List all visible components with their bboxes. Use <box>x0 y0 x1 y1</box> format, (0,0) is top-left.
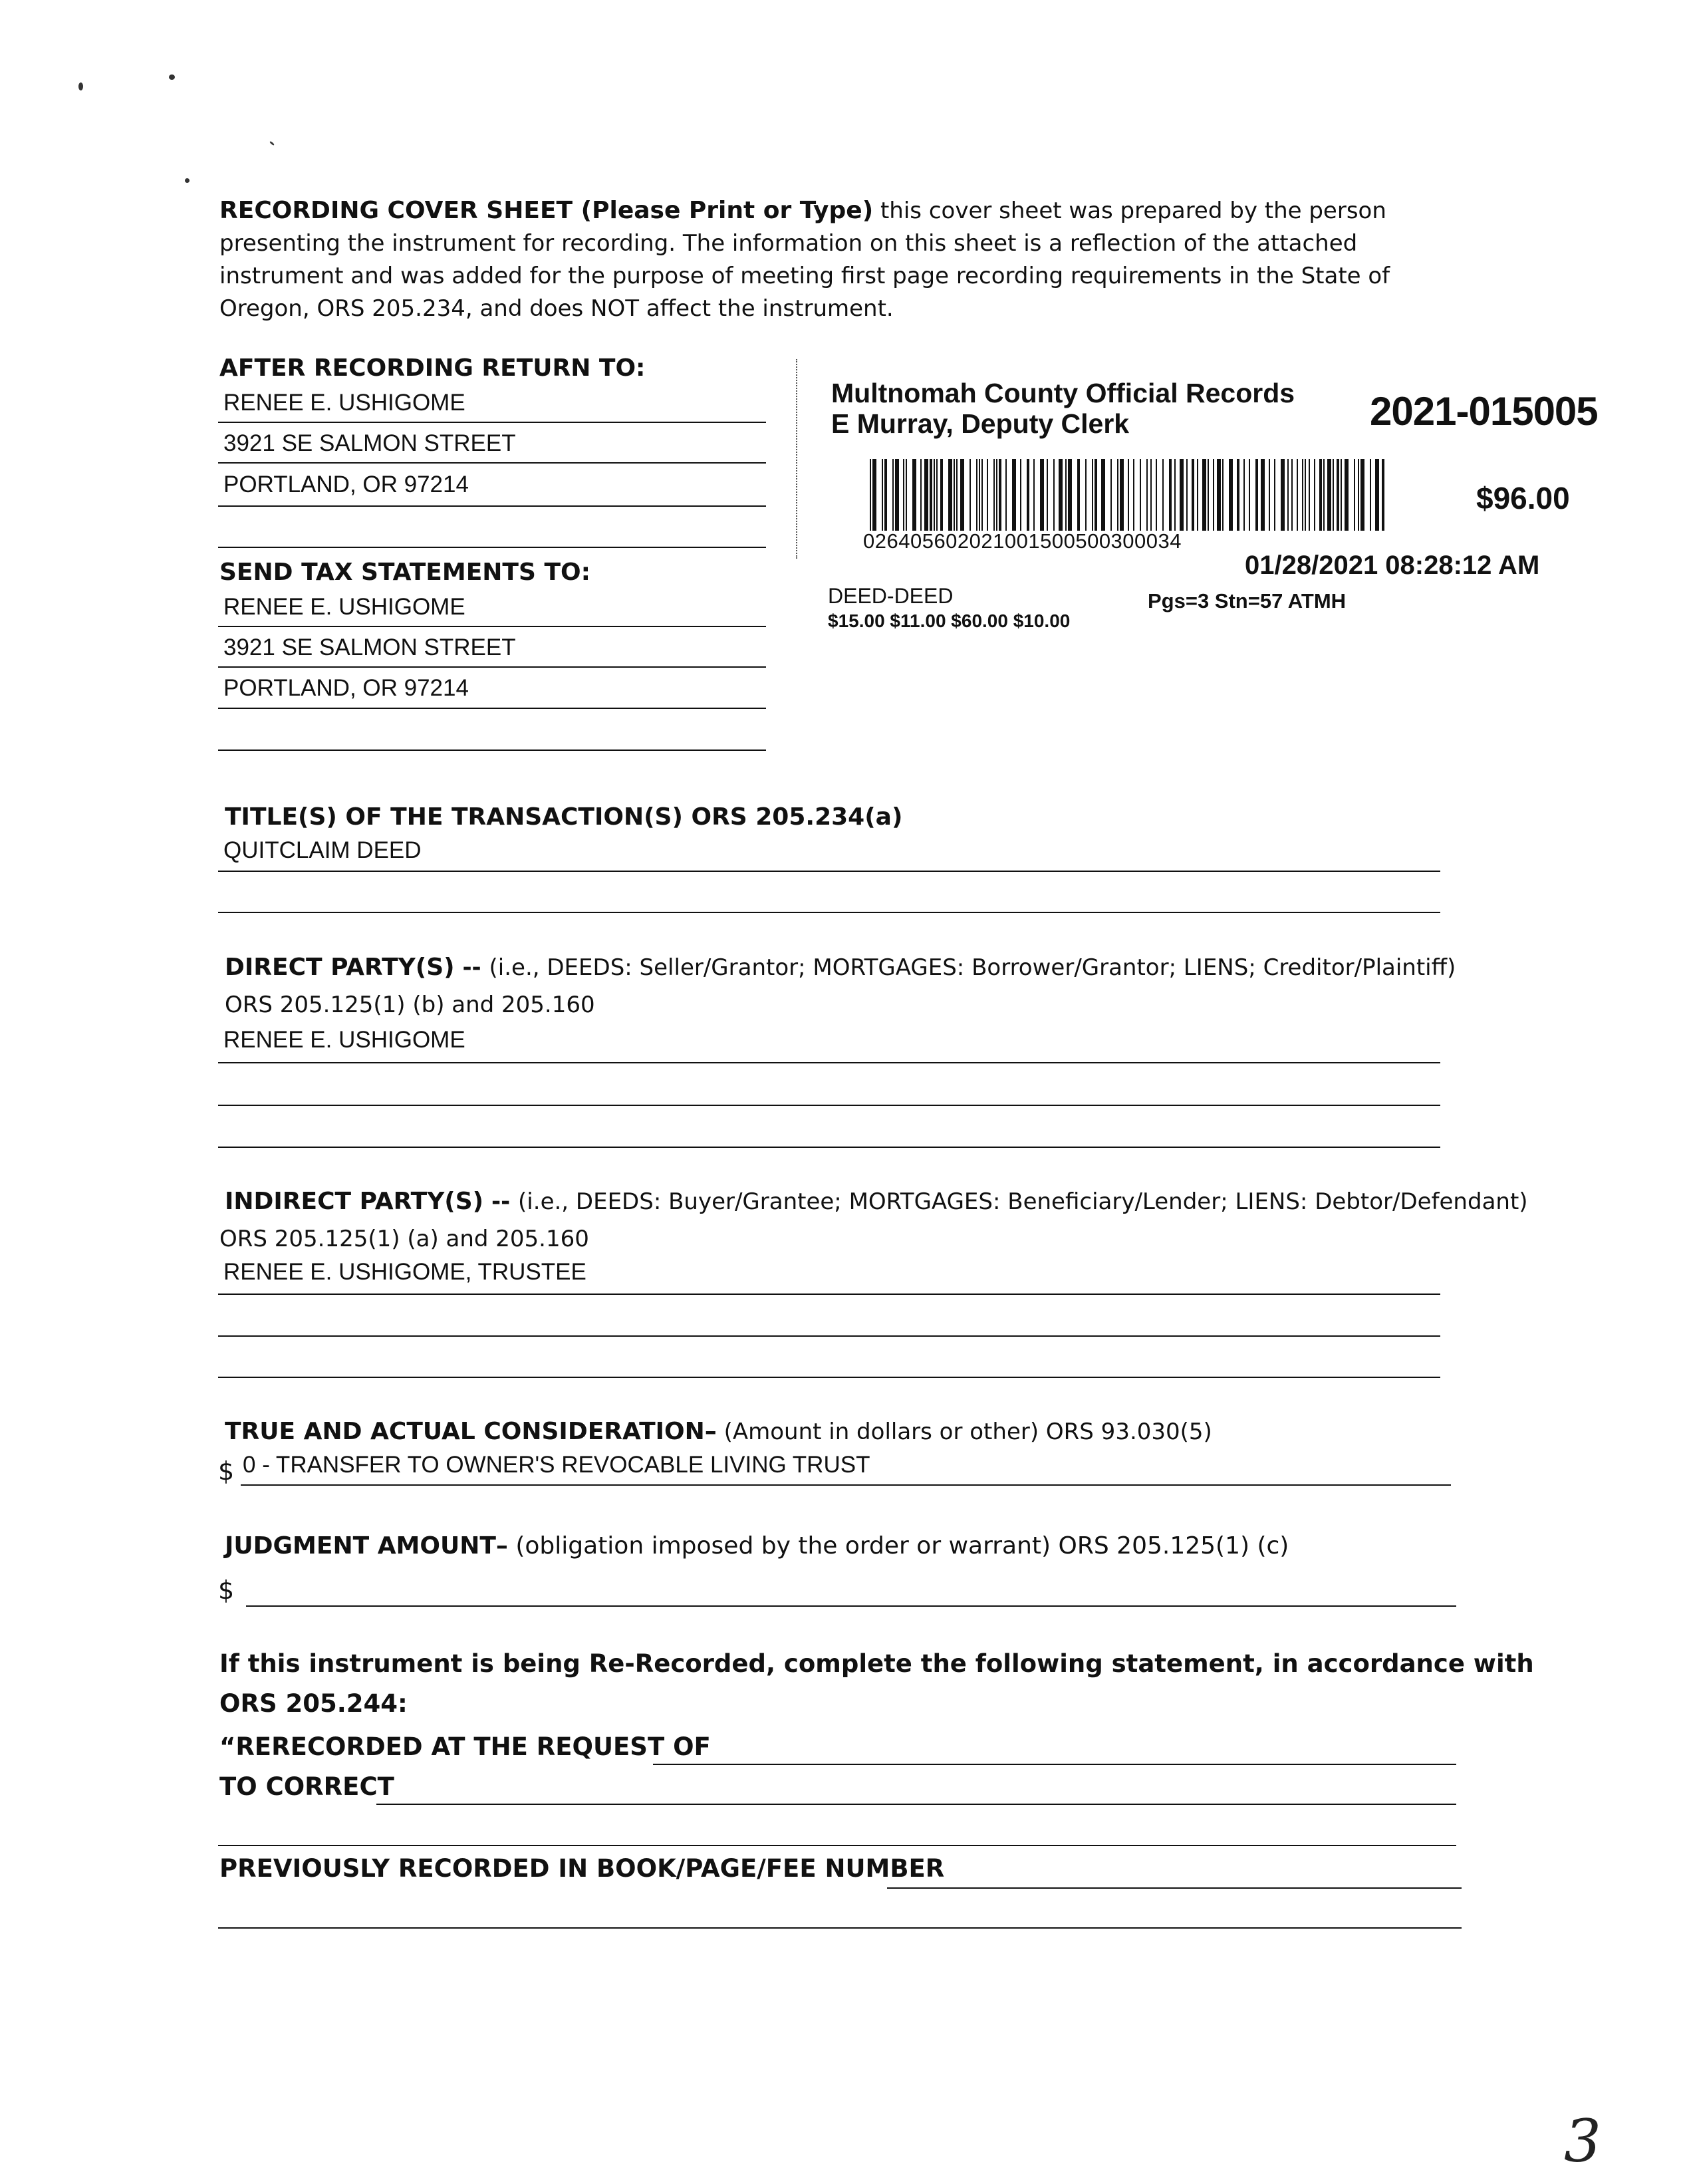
barcode-bar <box>903 459 904 531</box>
barcode-bar <box>1146 459 1148 531</box>
barcode-bar <box>930 459 932 531</box>
consideration-label: TRUE AND ACTUAL CONSIDERATION– <box>225 1418 717 1445</box>
barcode-bar <box>970 459 971 531</box>
barcode-bar <box>1314 459 1315 531</box>
barcode-bar <box>1341 459 1342 531</box>
barcode-bar <box>924 459 928 531</box>
barcode-bar <box>1333 459 1334 531</box>
barcode-bar <box>872 459 876 531</box>
fee-total: $96.00 <box>1476 481 1570 515</box>
barcode-bar <box>1065 459 1067 531</box>
barcode-bar <box>981 459 983 531</box>
barcode-bar <box>1101 459 1105 531</box>
barcode-bar <box>1302 459 1303 531</box>
consideration-currency: $ <box>218 1456 235 1486</box>
barcode-bar <box>987 459 988 531</box>
barcode-bar <box>1053 459 1055 531</box>
barcode-bar <box>1229 459 1233 531</box>
barcode-bar <box>1027 459 1029 531</box>
barcode-bar <box>956 459 958 531</box>
judgment-currency: $ <box>218 1575 235 1605</box>
direct-party-heading <box>225 951 1456 984</box>
barcode-bar <box>1382 459 1384 531</box>
deputy-clerk: E Murray, Deputy Clerk <box>831 408 1130 439</box>
barcode-bar <box>1192 459 1194 531</box>
barcode-bar <box>1291 459 1293 531</box>
return-to-line-1: RENEE E. USHIGOME <box>223 390 465 416</box>
barcode-bar <box>934 459 935 531</box>
barcode-bar <box>960 459 964 531</box>
barcode-bar <box>993 459 995 531</box>
indirect-party-label: INDIRECT PARTY(S) <box>225 1188 484 1215</box>
direct-party-value: RENEE E. USHIGOME <box>223 1027 465 1053</box>
previously-recorded-label: PREVIOUSLY RECORDED IN BOOK/PAGE/FEE NUMBER <box>219 1854 945 1883</box>
barcode-bar <box>1370 459 1371 531</box>
tax-to-label: SEND TAX STATEMENTS TO: <box>219 559 590 586</box>
indirect-party-desc: (i.e., DEEDS: Buyer/Grantee; MORTGAGES: Beneficiary/Lender; LIENS: Debtor/Defendant) <box>518 1188 1528 1215</box>
barcode-bar <box>892 459 894 531</box>
intro-text: this cover sheet was prepared by the person presenting the instrument for recording. The information on this sheet is a reflection of the attached instrument and was added for the purpose of meeting first page recording requirements in the State of Oregon, ORS 205.234, and does NOT affect the instrument. <box>219 198 1390 322</box>
barcode-bar <box>1059 459 1063 531</box>
barcode-bar <box>1309 459 1310 531</box>
barcode-number: 026405602021001500500300034 <box>863 529 1182 553</box>
barcode-bar <box>1269 459 1270 531</box>
indirect-separator: -- <box>483 1188 519 1215</box>
barcode-bar <box>912 459 916 531</box>
barcode-bar <box>1095 459 1097 531</box>
direct-party-desc: (i.e., DEEDS: Seller/Grantor; MORTGAGES: Borrower/Grantor; LIENS; Creditor/Plaintiff) <box>489 954 1456 981</box>
barcode-bar <box>1323 459 1325 531</box>
barcode-bar <box>1020 459 1021 531</box>
titles-label: TITLE(S) OF THE TRANSACTION(S) ORS 205.234(a) <box>225 803 903 831</box>
record-datetime: 01/28/2021 08:28:12 AM <box>1245 551 1540 580</box>
cover-sheet-heading: RECORDING COVER SHEET (Please Print or Type) <box>219 197 874 224</box>
barcode-bar <box>936 459 938 531</box>
tax-to-line-1: RENEE E. USHIGOME <box>223 594 465 620</box>
rerecord-line-2: ORS 205.244: <box>219 1689 408 1718</box>
scan-speck <box>269 141 275 146</box>
consideration-value: 0 - TRANSFER TO OWNER'S REVOCABLE LIVING TRUST <box>243 1452 870 1478</box>
barcode-bar <box>979 459 980 531</box>
barcode-bar <box>1120 459 1124 531</box>
rerecord-line-1: If this instrument is being Re-Recorded, complete the following statement, in accordance with <box>219 1649 1534 1678</box>
direct-separator: -- <box>454 954 489 981</box>
barcode-bar <box>1110 459 1112 531</box>
fee-breakdown: $15.00 $11.00 $60.00 $10.00 <box>828 611 1071 631</box>
barcode-bar <box>1287 459 1289 531</box>
barcode-bar <box>1249 459 1250 531</box>
barcode <box>870 459 1388 532</box>
barcode-bar <box>1040 459 1044 531</box>
barcode-bar <box>1255 459 1258 531</box>
barcode-bar <box>1117 459 1118 531</box>
barcode-bar <box>884 459 887 531</box>
barcode-bar <box>1180 459 1184 531</box>
scan-speck <box>169 74 175 80</box>
barcode-bar <box>1327 459 1331 531</box>
barcode-bar <box>1162 459 1164 531</box>
barcode-bar <box>940 459 943 531</box>
barcode-bar <box>1222 459 1224 531</box>
indirect-party-value: RENEE E. USHIGOME, TRUSTEE <box>223 1259 586 1285</box>
return-to-line-2: 3921 SE SALMON STREET <box>223 430 516 456</box>
barcode-bar <box>882 459 883 531</box>
judgment-heading <box>225 1530 1289 1562</box>
rerecord-correct-label: TO CORRECT <box>219 1772 394 1801</box>
barcode-bar <box>1243 459 1245 531</box>
barcode-bar <box>1217 459 1221 531</box>
barcode-bar <box>1128 459 1129 531</box>
barcode-bar <box>1005 459 1007 531</box>
tax-to-line-3: PORTLAND, OR 97214 <box>223 675 469 701</box>
barcode-bar <box>1354 459 1355 531</box>
judgment-desc: (obligation imposed by the order or warrant) ORS 205.125(1) (c) <box>507 1532 1289 1560</box>
barcode-bar <box>1274 459 1275 531</box>
barcode-bar <box>895 459 899 531</box>
judgment-label: JUDGMENT AMOUNT– <box>225 1532 508 1560</box>
consideration-desc: (Amount in dollars or other) ORS 93.030(5) <box>716 1419 1212 1445</box>
barcode-bar <box>1360 459 1364 531</box>
scan-speck <box>78 82 83 90</box>
barcode-bar <box>1150 459 1152 531</box>
intro-paragraph <box>219 194 1476 325</box>
return-to-line-3: PORTLAND, OR 97214 <box>223 472 469 497</box>
barcode-bar <box>1202 459 1206 531</box>
barcode-bar <box>1077 459 1080 531</box>
barcode-bar <box>1133 459 1134 531</box>
indirect-party-heading <box>225 1185 1528 1218</box>
barcode-bar <box>1140 459 1141 531</box>
direct-party-label: DIRECT PARTY(S) <box>225 954 455 981</box>
rerecord-request-label: “RERECORDED AT THE REQUEST OF <box>219 1732 711 1761</box>
barcode-bar <box>1358 459 1359 531</box>
barcode-bar <box>1319 459 1322 531</box>
barcode-bar <box>1375 459 1379 531</box>
barcode-bar <box>1261 459 1265 531</box>
barcode-bar <box>1092 459 1093 531</box>
barcode-bar <box>1068 459 1072 531</box>
tax-to-line-2: 3921 SE SALMON STREET <box>223 634 516 660</box>
barcode-bar <box>920 459 922 531</box>
barcode-bar <box>870 459 871 531</box>
barcode-bar <box>1208 459 1209 531</box>
barcode-bar <box>1297 459 1298 531</box>
barcode-bar <box>1337 459 1339 531</box>
barcode-bar <box>1174 459 1176 531</box>
barcode-bar <box>1186 459 1188 531</box>
barcode-bar <box>996 459 997 531</box>
barcode-bar <box>954 459 955 531</box>
barcode-bar <box>976 459 977 531</box>
barcode-bar <box>1169 459 1172 531</box>
page-mark: 3 <box>1564 2107 1601 2175</box>
barcode-bar <box>1033 459 1035 531</box>
titles-value: QUITCLAIM DEED <box>223 837 422 863</box>
barcode-bar <box>1305 459 1306 531</box>
barcode-bar <box>1156 459 1157 531</box>
barcode-bar <box>1085 459 1087 531</box>
consideration-heading <box>225 1415 1212 1448</box>
barcode-bar <box>948 459 952 531</box>
scan-speck <box>185 178 190 183</box>
pages-station: Pgs=3 Stn=57 ATMH <box>1148 589 1347 613</box>
barcode-bar <box>1213 459 1214 531</box>
barcode-bar <box>1281 459 1285 531</box>
document-type: DEED-DEED <box>828 584 954 608</box>
barcode-bar <box>1047 459 1048 531</box>
barcode-bar <box>1012 459 1016 531</box>
barcode-bar <box>1237 459 1239 531</box>
barcode-bar <box>999 459 1001 531</box>
direct-party-ors: ORS 205.125(1) (b) and 205.160 <box>225 992 595 1018</box>
barcode-bar <box>906 459 907 531</box>
return-to-label: AFTER RECORDING RETURN TO: <box>219 354 646 382</box>
barcode-bar <box>1197 459 1198 531</box>
county-office: Multnomah County Official Records <box>831 378 1295 408</box>
indirect-party-ors: ORS 205.125(1) (a) and 205.160 <box>219 1226 589 1252</box>
barcode-bar <box>1345 459 1349 531</box>
recording-stamp <box>818 372 1616 652</box>
document-number: 2021-015005 <box>1370 389 1598 434</box>
